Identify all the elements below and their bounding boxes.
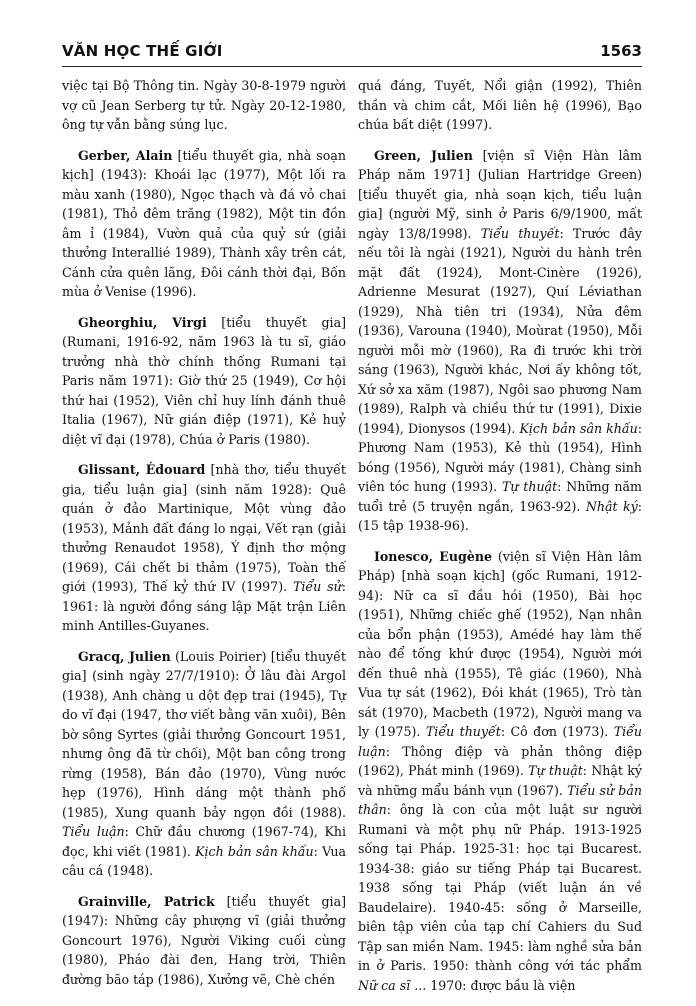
section-label: Tiểu thuyết [480,225,560,241]
section-label: Nữ ca sĩ ... [358,977,427,993]
entry-text: : Chữ đầu chương (1967-74), Khi đọc, khi viết (1981). [62,824,346,859]
right-column [358,76,642,1006]
entry-text: (Louis Poirier) [tiểu thuyết gia] (sinh ngày 27/7/1910): Ở lâu đài Argol (1938), Anh chàng u dột đẹp trai (1945), Tự do vĩ đại (1947, thơ viết bằng văn xuôi), Bên bờ sông Syrtes (giải thưởng Goncourt 1951, nhưng ông đã từ chối), Một ban công trong rừng (1958), Bán đảo (1970), Vùng nước hẹp (1976), Hình dáng một thành phố (1985), Xung quanh bảy ngọn đồi (1988). [62,648,346,820]
dictionary-entry [62,892,346,990]
section-label: Kịch bản sân khấu [195,843,314,859]
dictionary-entry [62,460,346,636]
page-number: 1563 [600,42,642,60]
entry-headword: Gheorghiu, Virgi [78,314,207,330]
section-label: Kịch bản sân khấu [519,420,638,436]
section-label: Tiểu luận [358,724,642,759]
dictionary-entry [62,313,346,450]
section-label: Tiểu sử [293,579,342,594]
dictionary-entry [358,547,642,996]
entry-headword: Green, Julien [374,147,473,163]
entry-text: : Cô đơn (1973). [500,724,614,739]
entry-headword: Gracq, Julien [78,648,171,664]
entry-text: 1970: được bầu là viện [426,977,576,993]
entry-text: [viện sĩ Viện Hàn lâm Pháp năm 1971] (Julian Hartridge Green) [tiểu thuyết gia, nhà soạn kịch, tiểu luận gia] (người Mỹ, sinh ở Paris 6/9/1900, mất ngày 13/8/1998). [358,147,642,241]
left-column [62,76,346,1000]
entry-text: [tiểu thuyết gia] (1947): Những cây phượng vĩ (giải thưởng Goncourt 1976), Người Viking cuối cùng (1980), Pháo đài đen, Hang trời, Thiên đường bão táp (1986), Xưởng vẽ, Chè chén [62,893,346,987]
section-label: Tiểu luận [62,824,125,839]
entry-headword: Grainville, Patrick [78,893,215,909]
dictionary-entry [62,647,346,881]
entry-headword: Glissant, Édouard [78,462,206,477]
entry-headword: Ionesco, Eugène [374,548,492,564]
entry-text: quá đáng, Tuyết, Nổi giận (1992), Thiên thần và chim cắt, Mối liên hệ (1996), Bạo chúa bất diệt (1997). [358,78,642,132]
entry-text: : Trước đây nếu tôi là ngài (1921), Người du hành trên mặt đất (1924), Mont-Cinère (1926), Adrienne Mesurat (1927), Quí Léviathan (1929), Nhà tiên tri (1934), Nửa đêm (1936), Varouna (1940), Moùrat (1950), Mỗi người mỗi mờ (1960), Ra đi trước khi trời sáng (1963), Người khác, Nơi ấy không tốt, Xứ sở xa xăm (1987), Ngôi sao phương Nam (1989), Ralph và chiều thứ tư (1991), Dixie (1994), Dionysos (1994). [358,225,642,436]
entry-text: [nhà thơ, tiểu thuyết gia, tiểu luận gia] (sinh năm 1928): Quê quán ở đảo Martinique, Một vùng đảo (1953), Mảnh đất đáng lo ngại, Vết rạn (giải thưởng Renaudot 1958), Ý định thơ mộng (1969), Cái chết bi thảm (1975), Toàn thế giới (1993), Thế kỷ thứ IV (1997). [62,462,346,594]
dictionary-entry [62,76,346,135]
entry-text: [tiểu thuyết gia] (Rumani, 1916-92, năm 1963 là tu sĩ, giáo trưởng nhà thờ chính thống Rumani tại Paris năm 1971): Giờ thứ 25 (1949), Cơ hội thứ hai (1952), Viên chỉ huy lính đánh thuê Italia (1967), Nữ gián điệp (1971), Kẻ huỷ diệt vĩ đại (1978), Chúa ở Paris (1980). [62,314,346,447]
entry-text: [tiểu thuyết gia, nhà soạn kịch] (1943): Khoái lạc (1977), Một lối ra màu xanh (1980), Ngọc thạch và đá vỏ chai (1981), Thỏ đêm trăng (1982), Một tin đồn âm ỉ (1984), Vườn quả của quỷ sứ (giải thưởng Interallié 1989), Thành xây trên cát, Cánh cửa quên lãng, Đôi cánh thời đại, Bốn mùa ở Venise (1996). [62,147,346,299]
entry-text: : Thông điệp và phản thông điệp (1962), Phát minh (1969). [358,743,642,778]
entry-text: : Những năm tuổi trẻ (5 truyện ngắn, 1963-92). [358,479,642,514]
section-label: Tự thuật [501,479,558,494]
entry-text: : Vua câu cá (1948). [62,843,346,878]
dictionary-entry [62,146,346,302]
entry-headword: Gerber, Alain [78,147,173,163]
entry-text: : (15 tập 1938-96). [358,498,643,533]
entry-text: : 1961: là người đồng sáng lập Mặt trận Liên minh Antilles-Guyanes. [62,579,346,633]
section-label: Nhật ký [585,498,638,514]
book-title: VĂN HỌC THẾ GIỚI [62,42,223,60]
section-label: Tiểu sử bản thân [358,782,642,817]
section-label: Tiểu thuyết [425,724,501,739]
dictionary-entry [358,76,642,135]
entry-text: việc tại Bộ Thông tin. Ngày 30-8-1979 người vợ cũ Jean Serberg tự tử. Ngày 20-12-1980, ông tự vẫn bằng súng lục. [62,78,346,132]
entry-text: : Phương Nam (1953), Kẻ thù (1954), Hình bóng (1956), Người máy (1981), Chàng sinh viên tóc hung (1993). [358,420,642,494]
entry-text: : ông là con của một luật sư người Rumani và một phụ nữ Pháp. 1913-1925 sống tại Pháp. 1925-31: học tại Bucarest. 1934-38: giáo sư tiếng Pháp tại Bucarest. 1938 sống tại Pháp (viết luận án về Baudelaire). 1940-45: sống ở Marseille, biên tập viên của tạp chí Cahiers du Sud Tập san miền Nam. 1945: làm nghề sửa bản in ở Paris. 1950: thành công với tác phẩm [358,802,642,973]
section-label: Tự thuật [528,763,583,778]
entry-text: (viện sĩ Viện Hàn lâm Pháp) [nhà soạn kịch] (gốc Rumani, 1912-94): Nữ ca sĩ đầu hói (1950), Bài học (1951), Những chiếc ghế (1952), Nạn nhân của bổn phận (1953), Amédé hay làm thế nào để tống khứ được (1954), Người mới đến thuê nhà (1955), Tê giác (1960), Nhà Vua tự sát (1962), Đói khát (1965), Trò tàn sát (1970), Macbeth (1972), Người mang va ly (1975). [358,548,642,739]
entry-text: : Nhật ký và những mẩu bánh vụn (1967). [358,763,642,798]
running-header [62,40,642,67]
dictionary-entry [358,146,642,536]
